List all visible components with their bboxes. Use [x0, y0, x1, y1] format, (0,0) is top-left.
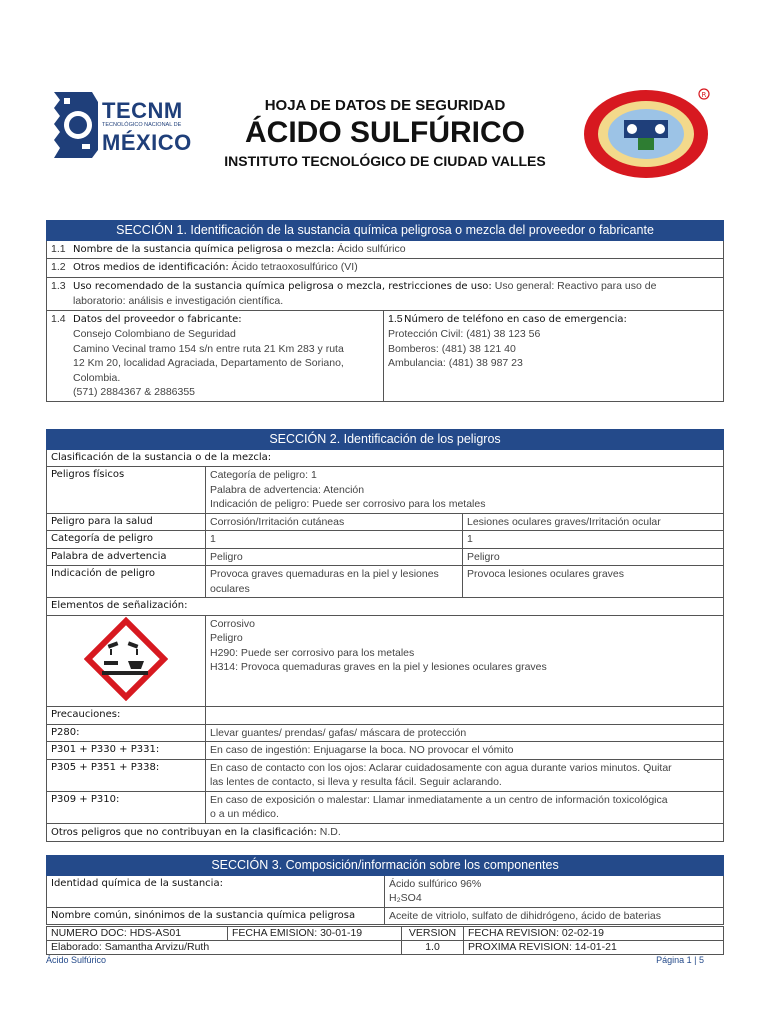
section-1-table [46, 220, 724, 402]
section-2-table [46, 429, 724, 842]
chemical-identity-label: Identidad química de la sustancia: [47, 875, 385, 907]
precautions-empty [206, 707, 724, 725]
emergency-label: Número de teléfono en caso de emergencia: [404, 313, 627, 325]
pictogram-cell [47, 615, 206, 707]
supplier-line: Camino Vecinal tramo 154 s/n entre ruta 21 Km 283 y ruta [73, 342, 344, 355]
supplier-line: (571) 2884367 & 2886355 [73, 386, 196, 398]
row-number: 1.3 [51, 279, 66, 292]
p305-line: las lentes de contacto, si lleva y resulta fácil. Seguir aclarando. [210, 776, 502, 788]
health-hazard-skin: Corrosión/Irritación cutáneas [206, 513, 463, 531]
version-value: 1.0 [402, 941, 464, 955]
row-number: 1.4 [51, 312, 66, 325]
page-number: Página 1 | 5 [656, 955, 704, 965]
p280-value: Llevar guantes/ prendas/ gafas/ máscara de protección [206, 724, 724, 742]
itcv-logo [580, 84, 714, 182]
emergency-line: Protección Civil: (481) 38 123 56 [388, 328, 541, 340]
signal-word-eye: Peligro [463, 548, 724, 566]
document-number: NUMERO DOC: HDS-AS01 [47, 927, 228, 941]
hazard-statement-line: Provoca graves quemaduras en la piel y lesiones [210, 568, 439, 580]
logo-mexico-text: MÉXICO [102, 130, 192, 155]
row-1-3 [47, 277, 724, 310]
p309-value [206, 791, 724, 823]
corrosive-pictogram-icon [84, 617, 168, 701]
label-elements-label: Elementos de señalización: [47, 598, 724, 616]
prepared-by: Elaborado: Samantha Arvizu/Ruth [47, 941, 402, 955]
row-label: Nombre de la sustancia química peligrosa o mezcla: [73, 243, 335, 255]
physical-hazard-line: Indicación de peligro: Puede ser corrosivo para los metales [210, 498, 486, 510]
revision-date: FECHA REVISION: 02-02-19 [464, 927, 724, 941]
physical-hazards-value [206, 467, 724, 514]
supplier-cell [47, 310, 384, 401]
row-label: Otros medios de identificación: [73, 262, 229, 273]
row-number: 1.5 [388, 312, 403, 325]
logo-tecnm-text: TECNM [102, 98, 183, 123]
row-value-continued: laboratorio: análisis e investigación científica. [73, 295, 284, 307]
hazard-statement-label: Indicación de peligro [47, 566, 206, 598]
row-value: Ácido sulfúrico [337, 242, 406, 255]
other-hazards-label: Otros peligros que no contribuyan en la clasificación: [51, 826, 317, 838]
p280-label: P280: [47, 724, 206, 742]
other-hazards-value: N.D. [319, 825, 341, 838]
signal-word-label: Palabra de advertencia [47, 548, 206, 566]
section-1-title: SECCIÓN 1. Identificación de la sustancia química peligrosa o mezcla del proveedor o fabricante [47, 221, 724, 241]
row-number: 1.2 [51, 261, 66, 273]
supplier-label: Datos del proveedor o fabricante: [73, 313, 242, 325]
row-1-1 [47, 240, 724, 259]
hazard-statement-eye: Provoca lesiones oculares graves [463, 566, 724, 598]
supplier-line: 12 Km 20, localidad Agraciada, Departamento de Soriano, [73, 357, 344, 369]
row-1-2 [47, 259, 724, 278]
logo-subtitle-text: TECNOLÓGICO NACIONAL DE [102, 122, 182, 128]
section-3-table [46, 855, 724, 925]
physical-hazards-label: Peligros físicos [47, 467, 206, 514]
common-name-value: Aceite de vitriolo, sulfato de dihidrógeno, ácido de baterias [385, 907, 724, 925]
hazard-statement-skin [206, 566, 463, 598]
p309-line: En caso de exposición o malestar: Llamar inmediatamente a un centro de información toxicológica [210, 793, 668, 806]
p301-value: En caso de ingestión: Enjuagarse la boca. NO provocar el vómito [206, 742, 724, 760]
section-2-title: SECCIÓN 2. Identificación de los peligros [47, 430, 724, 450]
label-element-line: H290: Puede ser corrosivo para los metales [210, 646, 415, 659]
page-title: ÁCIDO SULFÚRICO [245, 116, 525, 149]
itcv-emblem-icon [580, 84, 714, 182]
chemical-identity-line: Ácido sulfúrico 96% [389, 877, 482, 890]
row-label: Uso recomendado de la sustancia química peligrosa o mezcla, restricciones de uso: [73, 280, 492, 292]
signal-word-skin: Peligro [206, 548, 463, 566]
row-value: Uso general: Reactivo para uso de [494, 279, 657, 292]
label-element-line: Peligro [210, 632, 243, 644]
p309-line: o a un médico. [210, 808, 279, 820]
emergency-cell [384, 310, 724, 401]
hazard-category-label: Categoría de peligro [47, 531, 206, 549]
hazard-category-eye: 1 [463, 531, 724, 549]
version-label: VERSION [402, 927, 464, 941]
p305-value [206, 759, 724, 791]
supplier-address [51, 327, 379, 400]
issue-date: FECHA EMISION: 30-01-19 [228, 927, 402, 941]
label-elements-value [206, 615, 724, 707]
classification-label: Clasificación de la sustancia o de la mezcla: [47, 449, 724, 467]
p301-label: P301 + P330 + P331: [47, 742, 206, 760]
physical-hazard-line: Palabra de advertencia: Atención [210, 483, 365, 496]
physical-hazard-line: Categoría de peligro: 1 [210, 469, 317, 481]
p309-label: P309 + P310: [47, 791, 206, 823]
health-hazard-label: Peligro para la salud [47, 513, 206, 531]
institute-name: INSTITUTO TECNOLÓGICO DE CIUDAD VALLES [224, 153, 546, 169]
hazard-statement-line: oculares [210, 582, 250, 595]
next-revision-date: PROXIMA REVISION: 14-01-21 [464, 941, 724, 955]
chemical-formula: H₂SO4 [389, 892, 422, 904]
emergency-line: Bomberos: (481) 38 121 40 [388, 342, 516, 355]
emergency-numbers [388, 327, 719, 371]
document-control-table [46, 926, 724, 955]
label-element-line: H314: Provoca quemaduras graves en la piel y lesiones oculares graves [210, 661, 547, 673]
document-type: HOJA DE DATOS DE SEGURIDAD [264, 97, 506, 114]
supplier-line: Consejo Colombiano de Seguridad [73, 328, 236, 340]
label-element-line: Corrosivo [210, 617, 255, 630]
tecnm-logo [52, 88, 198, 160]
supplier-line: Colombia. [73, 371, 121, 384]
p305-line: En caso de contacto con los ojos: Aclarar cuidadosamente con agua durante varios minutos. Quitar [210, 761, 672, 774]
precautions-label: Precauciones: [47, 707, 206, 725]
emergency-line: Ambulancia: (481) 38 987 23 [388, 357, 523, 369]
p305-label: P305 + P351 + P338: [47, 759, 206, 791]
other-hazards-row [47, 823, 724, 842]
chemical-identity-value [385, 875, 724, 907]
row-value: Ácido tetraoxosulfúrico (VI) [231, 261, 358, 273]
svg-text:R: R [701, 91, 707, 99]
row-number: 1.1 [51, 242, 66, 255]
section-3-title: SECCIÓN 3. Composición/información sobre los componentes [47, 856, 724, 876]
footer-document-name: Ácido Sulfúrico [46, 955, 107, 965]
common-name-label: Nombre común, sinónimos de la sustancia química peligrosa [47, 907, 385, 925]
health-hazard-eye: Lesiones oculares graves/Irritación ocular [463, 513, 724, 531]
hazard-category-skin: 1 [206, 531, 463, 549]
